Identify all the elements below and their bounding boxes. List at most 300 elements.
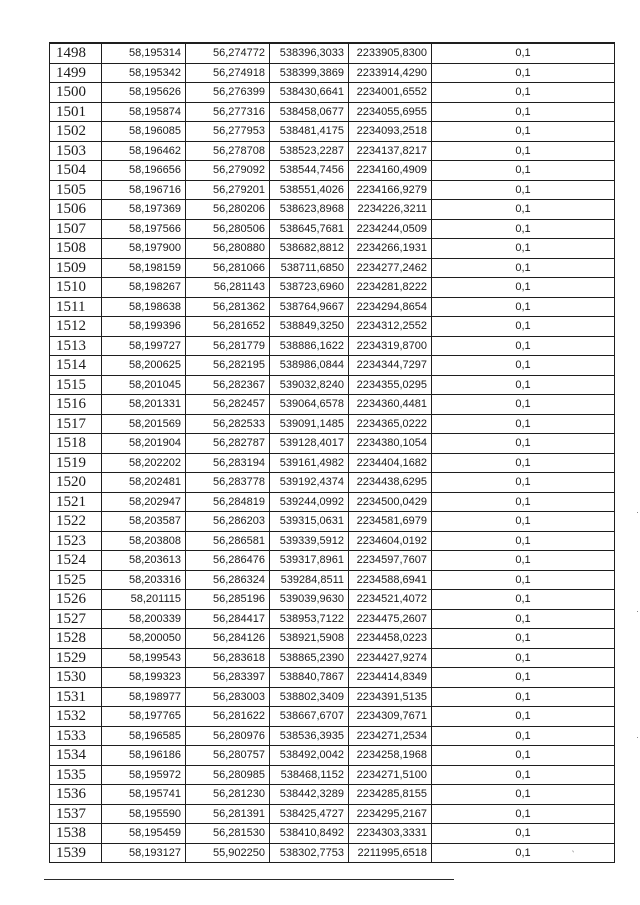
table-row bbox=[50, 590, 615, 610]
point-number-cell: 1515 bbox=[50, 375, 102, 395]
table-row bbox=[50, 609, 615, 629]
point-number-cell: 1510 bbox=[50, 278, 102, 298]
table-row bbox=[50, 824, 615, 844]
table-row bbox=[50, 492, 615, 512]
latitude-cell: 58,199543 bbox=[102, 648, 186, 668]
accuracy-cell: 0,1 bbox=[432, 297, 615, 317]
table-row bbox=[50, 122, 615, 142]
latitude-cell: 58,195972 bbox=[102, 765, 186, 785]
accuracy-cell: 0,1 bbox=[432, 219, 615, 239]
point-number-cell: 1531 bbox=[50, 687, 102, 707]
point-number-cell: 1498 bbox=[50, 43, 102, 63]
x-coordinate-cell: 538840,7867 bbox=[270, 668, 349, 688]
latitude-cell: 58,200050 bbox=[102, 629, 186, 649]
longitude-cell: 56,286476 bbox=[186, 551, 270, 571]
longitude-cell: 56,283618 bbox=[186, 648, 270, 668]
y-coordinate-cell: 2234365,0222 bbox=[349, 414, 432, 434]
point-number-cell: 1539 bbox=[50, 843, 102, 863]
y-coordinate-cell: 2234160,4909 bbox=[349, 161, 432, 181]
y-coordinate-cell: 2234414,8349 bbox=[349, 668, 432, 688]
accuracy-cell: 0,1 bbox=[432, 512, 615, 532]
point-number-cell: 1524 bbox=[50, 551, 102, 571]
y-coordinate-cell: 2234319,8700 bbox=[349, 336, 432, 356]
accuracy-cell: 0,1 bbox=[432, 843, 615, 863]
point-number-cell: 1509 bbox=[50, 258, 102, 278]
accuracy-cell: 0,1 bbox=[432, 765, 615, 785]
latitude-cell: 58,202947 bbox=[102, 492, 186, 512]
accuracy-cell: 0,1 bbox=[432, 707, 615, 727]
y-coordinate-cell: 2234438,6295 bbox=[349, 473, 432, 493]
x-coordinate-cell: 538667,6707 bbox=[270, 707, 349, 727]
y-coordinate-cell: 2234055,6955 bbox=[349, 102, 432, 122]
longitude-cell: 56,274772 bbox=[186, 43, 270, 63]
longitude-cell: 56,280506 bbox=[186, 219, 270, 239]
point-number-cell: 1501 bbox=[50, 102, 102, 122]
y-coordinate-cell: 2234266,1931 bbox=[349, 239, 432, 259]
latitude-cell: 58,202202 bbox=[102, 453, 186, 473]
latitude-cell: 58,201904 bbox=[102, 434, 186, 454]
x-coordinate-cell: 539284,8511 bbox=[270, 570, 349, 590]
longitude-cell: 56,281143 bbox=[186, 278, 270, 298]
latitude-cell: 58,196656 bbox=[102, 161, 186, 181]
accuracy-cell: 0,1 bbox=[432, 453, 615, 473]
x-coordinate-cell: 538425,4727 bbox=[270, 804, 349, 824]
y-coordinate-cell: 2234458,0223 bbox=[349, 629, 432, 649]
y-coordinate-cell: 2234500,0429 bbox=[349, 492, 432, 512]
accuracy-cell: 0,1 bbox=[432, 122, 615, 142]
longitude-cell: 56,286581 bbox=[186, 531, 270, 551]
latitude-cell: 58,202481 bbox=[102, 473, 186, 493]
longitude-cell: 56,281362 bbox=[186, 297, 270, 317]
table-row bbox=[50, 648, 615, 668]
table-row bbox=[50, 707, 615, 727]
point-number-cell: 1503 bbox=[50, 141, 102, 161]
y-coordinate-cell: 2234281,8222 bbox=[349, 278, 432, 298]
point-number-cell: 1520 bbox=[50, 473, 102, 493]
x-coordinate-cell: 538468,1152 bbox=[270, 765, 349, 785]
accuracy-cell: 0,1 bbox=[432, 356, 615, 376]
latitude-cell: 58,197900 bbox=[102, 239, 186, 259]
bottom-rule bbox=[44, 879, 454, 880]
longitude-cell: 56,280880 bbox=[186, 239, 270, 259]
x-coordinate-cell: 539317,8961 bbox=[270, 551, 349, 571]
y-coordinate-cell: 2234312,2552 bbox=[349, 317, 432, 337]
longitude-cell: 56,282367 bbox=[186, 375, 270, 395]
longitude-cell: 56,279201 bbox=[186, 180, 270, 200]
longitude-cell: 56,283194 bbox=[186, 453, 270, 473]
scan-speck bbox=[637, 737, 638, 738]
y-coordinate-cell: 2234226,3211 bbox=[349, 200, 432, 220]
point-number-cell: 1532 bbox=[50, 707, 102, 727]
coordinates-table-body bbox=[50, 43, 615, 863]
accuracy-cell: 0,1 bbox=[432, 375, 615, 395]
latitude-cell: 58,197369 bbox=[102, 200, 186, 220]
x-coordinate-cell: 538711,6850 bbox=[270, 258, 349, 278]
table-row bbox=[50, 668, 615, 688]
latitude-cell: 58,198267 bbox=[102, 278, 186, 298]
longitude-cell: 56,283778 bbox=[186, 473, 270, 493]
point-number-cell: 1533 bbox=[50, 726, 102, 746]
point-number-cell: 1517 bbox=[50, 414, 102, 434]
x-coordinate-cell: 538410,8492 bbox=[270, 824, 349, 844]
y-coordinate-cell: 2234137,8217 bbox=[349, 141, 432, 161]
latitude-cell: 58,201045 bbox=[102, 375, 186, 395]
accuracy-cell: 0,1 bbox=[432, 668, 615, 688]
accuracy-cell: 0,1 bbox=[432, 629, 615, 649]
point-number-cell: 1513 bbox=[50, 336, 102, 356]
table-row bbox=[50, 804, 615, 824]
latitude-cell: 58,196462 bbox=[102, 141, 186, 161]
scan-speck bbox=[637, 512, 638, 513]
latitude-cell: 58,196585 bbox=[102, 726, 186, 746]
longitude-cell: 56,284417 bbox=[186, 609, 270, 629]
point-number-cell: 1536 bbox=[50, 785, 102, 805]
x-coordinate-cell: 538645,7681 bbox=[270, 219, 349, 239]
latitude-cell: 58,195626 bbox=[102, 83, 186, 103]
table-row bbox=[50, 726, 615, 746]
point-number-cell: 1523 bbox=[50, 531, 102, 551]
y-coordinate-cell: 2234277,2462 bbox=[349, 258, 432, 278]
x-coordinate-cell: 538953,7122 bbox=[270, 609, 349, 629]
latitude-cell: 58,197566 bbox=[102, 219, 186, 239]
x-coordinate-cell: 538802,3409 bbox=[270, 687, 349, 707]
table-row bbox=[50, 200, 615, 220]
point-number-cell: 1537 bbox=[50, 804, 102, 824]
y-coordinate-cell: 2233914,4290 bbox=[349, 63, 432, 83]
longitude-cell: 56,284126 bbox=[186, 629, 270, 649]
accuracy-cell: 0,1 bbox=[432, 785, 615, 805]
table-row bbox=[50, 629, 615, 649]
longitude-cell: 56,281391 bbox=[186, 804, 270, 824]
y-coordinate-cell: 2234597,7607 bbox=[349, 551, 432, 571]
x-coordinate-cell: 538865,2390 bbox=[270, 648, 349, 668]
longitude-cell: 56,280206 bbox=[186, 200, 270, 220]
y-coordinate-cell: 2234475,2607 bbox=[349, 609, 432, 629]
accuracy-cell: 0,1 bbox=[432, 726, 615, 746]
x-coordinate-cell: 538523,2287 bbox=[270, 141, 349, 161]
table-row bbox=[50, 765, 615, 785]
x-coordinate-cell: 538396,3033 bbox=[270, 43, 349, 63]
y-coordinate-cell: 2234604,0192 bbox=[349, 531, 432, 551]
y-coordinate-cell: 2234427,9274 bbox=[349, 648, 432, 668]
longitude-cell: 56,279092 bbox=[186, 161, 270, 181]
x-coordinate-cell: 538430,6641 bbox=[270, 83, 349, 103]
point-number-cell: 1505 bbox=[50, 180, 102, 200]
latitude-cell: 58,203808 bbox=[102, 531, 186, 551]
accuracy-cell: 0,1 bbox=[432, 434, 615, 454]
point-number-cell: 1516 bbox=[50, 395, 102, 415]
accuracy-cell: 0,1 bbox=[432, 63, 615, 83]
point-number-cell: 1508 bbox=[50, 239, 102, 259]
y-coordinate-cell: 2234285,8155 bbox=[349, 785, 432, 805]
accuracy-cell: 0,1 bbox=[432, 824, 615, 844]
table-row bbox=[50, 531, 615, 551]
latitude-cell: 58,195342 bbox=[102, 63, 186, 83]
longitude-cell: 56,281652 bbox=[186, 317, 270, 337]
table-row bbox=[50, 843, 615, 863]
table-row bbox=[50, 512, 615, 532]
point-number-cell: 1500 bbox=[50, 83, 102, 103]
accuracy-cell: 0,1 bbox=[432, 804, 615, 824]
accuracy-cell: 0,1 bbox=[432, 43, 615, 63]
table-row bbox=[50, 317, 615, 337]
accuracy-cell: 0,1 bbox=[432, 531, 615, 551]
accuracy-cell: 0,1 bbox=[432, 317, 615, 337]
x-coordinate-cell: 539161,4982 bbox=[270, 453, 349, 473]
point-number-cell: 1525 bbox=[50, 570, 102, 590]
point-number-cell: 1528 bbox=[50, 629, 102, 649]
y-coordinate-cell: 2234258,1968 bbox=[349, 746, 432, 766]
point-number-cell: 1529 bbox=[50, 648, 102, 668]
scan-speck bbox=[637, 611, 638, 612]
accuracy-cell: 0,1 bbox=[432, 161, 615, 181]
latitude-cell: 58,203587 bbox=[102, 512, 186, 532]
accuracy-cell: 0,1 bbox=[432, 239, 615, 259]
longitude-cell: 56,286324 bbox=[186, 570, 270, 590]
y-coordinate-cell: 2234295,2167 bbox=[349, 804, 432, 824]
latitude-cell: 58,198977 bbox=[102, 687, 186, 707]
y-coordinate-cell: 2234271,5100 bbox=[349, 765, 432, 785]
x-coordinate-cell: 538481,4175 bbox=[270, 122, 349, 142]
accuracy-cell: 0,1 bbox=[432, 609, 615, 629]
latitude-cell: 58,197765 bbox=[102, 707, 186, 727]
y-coordinate-cell: 2233905,8300 bbox=[349, 43, 432, 63]
latitude-cell: 58,203316 bbox=[102, 570, 186, 590]
table-row bbox=[50, 239, 615, 259]
longitude-cell: 56,282533 bbox=[186, 414, 270, 434]
longitude-cell: 56,282457 bbox=[186, 395, 270, 415]
x-coordinate-cell: 538492,0042 bbox=[270, 746, 349, 766]
latitude-cell: 58,199727 bbox=[102, 336, 186, 356]
longitude-cell: 56,281622 bbox=[186, 707, 270, 727]
latitude-cell: 58,193127 bbox=[102, 843, 186, 863]
point-number-cell: 1506 bbox=[50, 200, 102, 220]
longitude-cell: 56,285196 bbox=[186, 590, 270, 610]
point-number-cell: 1538 bbox=[50, 824, 102, 844]
y-coordinate-cell: 2234344,7297 bbox=[349, 356, 432, 376]
longitude-cell: 56,284819 bbox=[186, 492, 270, 512]
y-coordinate-cell: 2234380,1054 bbox=[349, 434, 432, 454]
latitude-cell: 58,201331 bbox=[102, 395, 186, 415]
point-number-cell: 1521 bbox=[50, 492, 102, 512]
point-number-cell: 1535 bbox=[50, 765, 102, 785]
table-row bbox=[50, 356, 615, 376]
latitude-cell: 58,203613 bbox=[102, 551, 186, 571]
point-number-cell: 1534 bbox=[50, 746, 102, 766]
x-coordinate-cell: 538302,7753 bbox=[270, 843, 349, 863]
x-coordinate-cell: 538551,4026 bbox=[270, 180, 349, 200]
x-coordinate-cell: 539091,1485 bbox=[270, 414, 349, 434]
longitude-cell: 56,277953 bbox=[186, 122, 270, 142]
latitude-cell: 58,201569 bbox=[102, 414, 186, 434]
latitude-cell: 58,196186 bbox=[102, 746, 186, 766]
table-row bbox=[50, 414, 615, 434]
y-coordinate-cell: 2211995,6518 bbox=[349, 843, 432, 863]
latitude-cell: 58,195314 bbox=[102, 43, 186, 63]
latitude-cell: 58,198159 bbox=[102, 258, 186, 278]
accuracy-cell: 0,1 bbox=[432, 200, 615, 220]
accuracy-cell: 0,1 bbox=[432, 141, 615, 161]
y-coordinate-cell: 2234001,6552 bbox=[349, 83, 432, 103]
coordinates-table bbox=[49, 42, 615, 863]
x-coordinate-cell: 539315,0631 bbox=[270, 512, 349, 532]
accuracy-cell: 0,1 bbox=[432, 258, 615, 278]
y-coordinate-cell: 2234588,6941 bbox=[349, 570, 432, 590]
point-number-cell: 1526 bbox=[50, 590, 102, 610]
accuracy-cell: 0,1 bbox=[432, 83, 615, 103]
x-coordinate-cell: 539064,6578 bbox=[270, 395, 349, 415]
latitude-cell: 58,196085 bbox=[102, 122, 186, 142]
x-coordinate-cell: 538536,3935 bbox=[270, 726, 349, 746]
point-number-cell: 1514 bbox=[50, 356, 102, 376]
longitude-cell: 56,281230 bbox=[186, 785, 270, 805]
x-coordinate-cell: 538723,6960 bbox=[270, 278, 349, 298]
longitude-cell: 56,283003 bbox=[186, 687, 270, 707]
longitude-cell: 56,280757 bbox=[186, 746, 270, 766]
x-coordinate-cell: 538986,0844 bbox=[270, 356, 349, 376]
x-coordinate-cell: 538442,3289 bbox=[270, 785, 349, 805]
y-coordinate-cell: 2234360,4481 bbox=[349, 395, 432, 415]
longitude-cell: 56,282195 bbox=[186, 356, 270, 376]
latitude-cell: 58,200625 bbox=[102, 356, 186, 376]
accuracy-cell: 0,1 bbox=[432, 590, 615, 610]
point-number-cell: 1511 bbox=[50, 297, 102, 317]
accuracy-cell: 0,1 bbox=[432, 648, 615, 668]
accuracy-cell: 0,1 bbox=[432, 473, 615, 493]
longitude-cell: 55,902250 bbox=[186, 843, 270, 863]
point-number-cell: 1504 bbox=[50, 161, 102, 181]
table-row bbox=[50, 258, 615, 278]
table-row bbox=[50, 687, 615, 707]
table-row bbox=[50, 83, 615, 103]
table-row bbox=[50, 453, 615, 473]
longitude-cell: 56,281066 bbox=[186, 258, 270, 278]
latitude-cell: 58,200339 bbox=[102, 609, 186, 629]
point-number-cell: 1502 bbox=[50, 122, 102, 142]
x-coordinate-cell: 538458,0677 bbox=[270, 102, 349, 122]
accuracy-cell: 0,1 bbox=[432, 746, 615, 766]
longitude-cell: 56,281779 bbox=[186, 336, 270, 356]
accuracy-cell: 0,1 bbox=[432, 102, 615, 122]
x-coordinate-cell: 538849,3250 bbox=[270, 317, 349, 337]
latitude-cell: 58,201115 bbox=[102, 590, 186, 610]
table-row bbox=[50, 551, 615, 571]
x-coordinate-cell: 539039,9630 bbox=[270, 590, 349, 610]
table-row bbox=[50, 746, 615, 766]
longitude-cell: 56,276399 bbox=[186, 83, 270, 103]
x-coordinate-cell: 539128,4017 bbox=[270, 434, 349, 454]
latitude-cell: 58,196716 bbox=[102, 180, 186, 200]
y-coordinate-cell: 2234309,7671 bbox=[349, 707, 432, 727]
latitude-cell: 58,198638 bbox=[102, 297, 186, 317]
table-row bbox=[50, 102, 615, 122]
x-coordinate-cell: 538623,8968 bbox=[270, 200, 349, 220]
table-row bbox=[50, 434, 615, 454]
table-row bbox=[50, 180, 615, 200]
table-row bbox=[50, 141, 615, 161]
table-row bbox=[50, 473, 615, 493]
point-number-cell: 1530 bbox=[50, 668, 102, 688]
point-number-cell: 1507 bbox=[50, 219, 102, 239]
table-row bbox=[50, 570, 615, 590]
point-number-cell: 1518 bbox=[50, 434, 102, 454]
y-coordinate-cell: 2234521,4072 bbox=[349, 590, 432, 610]
x-coordinate-cell: 539032,8240 bbox=[270, 375, 349, 395]
table-row bbox=[50, 375, 615, 395]
latitude-cell: 58,195459 bbox=[102, 824, 186, 844]
accuracy-cell: 0,1 bbox=[432, 336, 615, 356]
table-row bbox=[50, 63, 615, 83]
point-number-cell: 1499 bbox=[50, 63, 102, 83]
x-coordinate-cell: 538682,8812 bbox=[270, 239, 349, 259]
y-coordinate-cell: 2234404,1682 bbox=[349, 453, 432, 473]
point-number-cell: 1512 bbox=[50, 317, 102, 337]
table-row bbox=[50, 278, 615, 298]
y-coordinate-cell: 2234391,5135 bbox=[349, 687, 432, 707]
x-coordinate-cell: 538399,3869 bbox=[270, 63, 349, 83]
y-coordinate-cell: 2234093,2518 bbox=[349, 122, 432, 142]
x-coordinate-cell: 539244,0992 bbox=[270, 492, 349, 512]
y-coordinate-cell: 2234303,3331 bbox=[349, 824, 432, 844]
accuracy-cell: 0,1 bbox=[432, 492, 615, 512]
accuracy-cell: 0,1 bbox=[432, 414, 615, 434]
y-coordinate-cell: 2234581,6979 bbox=[349, 512, 432, 532]
table-row bbox=[50, 219, 615, 239]
x-coordinate-cell: 538921,5908 bbox=[270, 629, 349, 649]
y-coordinate-cell: 2234294,8654 bbox=[349, 297, 432, 317]
accuracy-cell: 0,1 bbox=[432, 395, 615, 415]
longitude-cell: 56,280985 bbox=[186, 765, 270, 785]
x-coordinate-cell: 538544,7456 bbox=[270, 161, 349, 181]
table-row bbox=[50, 395, 615, 415]
longitude-cell: 56,283397 bbox=[186, 668, 270, 688]
point-number-cell: 1527 bbox=[50, 609, 102, 629]
point-number-cell: 1522 bbox=[50, 512, 102, 532]
y-coordinate-cell: 2234166,9279 bbox=[349, 180, 432, 200]
longitude-cell: 56,281530 bbox=[186, 824, 270, 844]
accuracy-cell: 0,1 bbox=[432, 278, 615, 298]
accuracy-cell: 0,1 bbox=[432, 180, 615, 200]
latitude-cell: 58,195741 bbox=[102, 785, 186, 805]
y-coordinate-cell: 2234244,0509 bbox=[349, 219, 432, 239]
accuracy-cell: 0,1 bbox=[432, 551, 615, 571]
x-coordinate-cell: 539192,4374 bbox=[270, 473, 349, 493]
longitude-cell: 56,278708 bbox=[186, 141, 270, 161]
latitude-cell: 58,199396 bbox=[102, 317, 186, 337]
longitude-cell: 56,282787 bbox=[186, 434, 270, 454]
y-coordinate-cell: 2234355,0295 bbox=[349, 375, 432, 395]
latitude-cell: 58,199323 bbox=[102, 668, 186, 688]
table-row bbox=[50, 297, 615, 317]
stray-mark: ` bbox=[567, 848, 576, 860]
accuracy-cell: 0,1 bbox=[432, 687, 615, 707]
longitude-cell: 56,280976 bbox=[186, 726, 270, 746]
table-row bbox=[50, 161, 615, 181]
x-coordinate-cell: 538764,9667 bbox=[270, 297, 349, 317]
longitude-cell: 56,274918 bbox=[186, 63, 270, 83]
x-coordinate-cell: 539339,5912 bbox=[270, 531, 349, 551]
point-number-cell: 1519 bbox=[50, 453, 102, 473]
longitude-cell: 56,286203 bbox=[186, 512, 270, 532]
accuracy-cell: 0,1 bbox=[432, 570, 615, 590]
table-row bbox=[50, 43, 615, 63]
latitude-cell: 58,195874 bbox=[102, 102, 186, 122]
table-row bbox=[50, 336, 615, 356]
latitude-cell: 58,195590 bbox=[102, 804, 186, 824]
longitude-cell: 56,277316 bbox=[186, 102, 270, 122]
x-coordinate-cell: 538886,1622 bbox=[270, 336, 349, 356]
y-coordinate-cell: 2234271,2534 bbox=[349, 726, 432, 746]
